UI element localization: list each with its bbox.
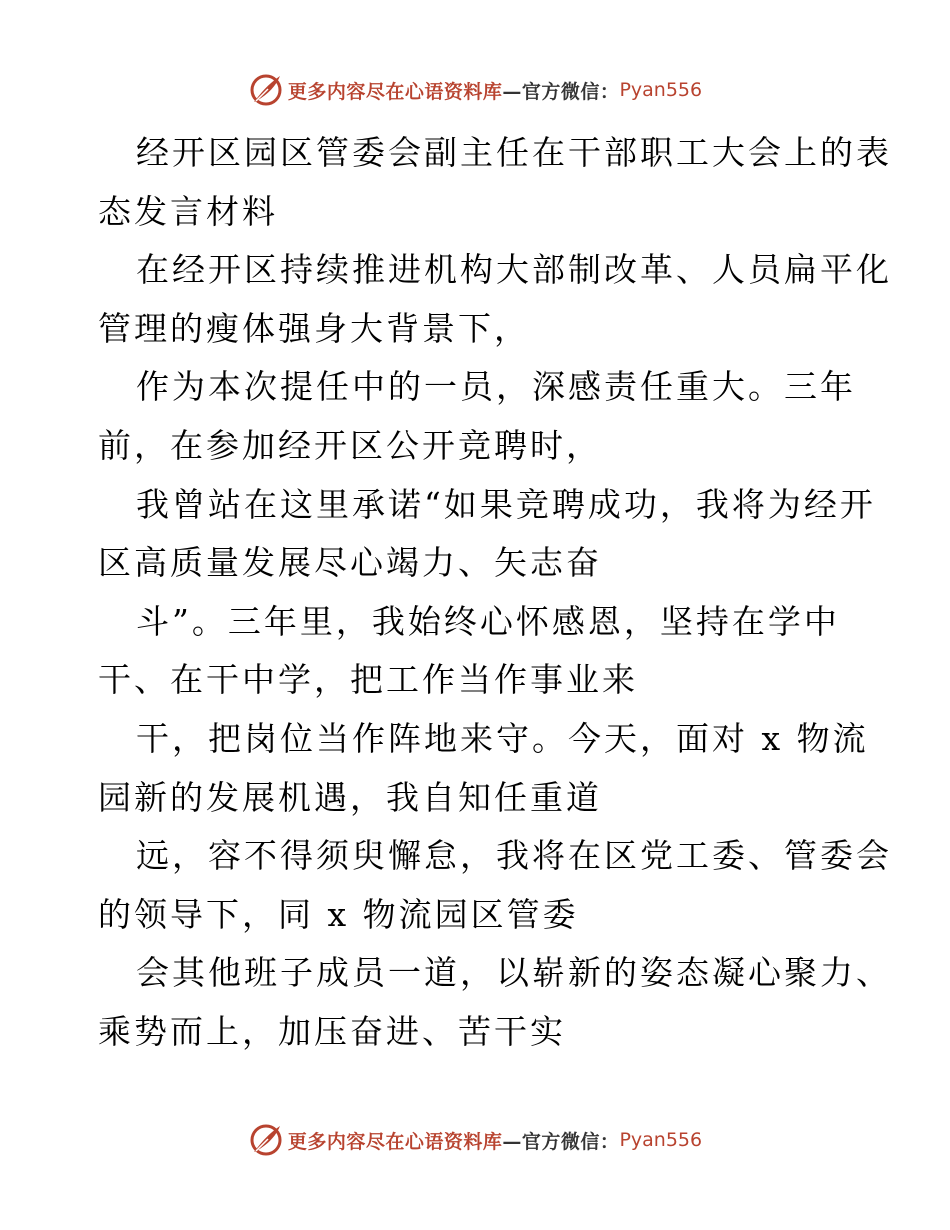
header-separator: —官方微信： bbox=[502, 80, 620, 103]
footer-site-text: 更多内容尽在心语资料库 bbox=[287, 1130, 503, 1153]
text-line: 前，在参加经开区公开竞聘时， bbox=[98, 425, 602, 465]
text-line: 斗”。三年里，我始终心怀感恩，坚持在学中 bbox=[136, 601, 840, 641]
text-line: 园新的发展机遇，我自知任重道 bbox=[98, 777, 602, 817]
text-line: 区高质量发展尽心竭力、矢志奋 bbox=[98, 543, 602, 583]
quill-pen-logo-icon bbox=[248, 72, 284, 108]
text-line: 作为本次提任中的一员，深感责任重大。三年 bbox=[136, 367, 856, 407]
header-site-text: 更多内容尽在心语资料库 bbox=[287, 80, 503, 103]
header-wechat-id: Pyan556 bbox=[619, 79, 703, 101]
text-line: 会其他班子成员一道，以崭新的姿态凝心聚力、 bbox=[136, 953, 892, 993]
text-line: 远，容不得须臾懈怠，我将在区党工委、管委会 bbox=[136, 836, 892, 876]
footer-wechat-id: Pyan556 bbox=[619, 1129, 703, 1151]
footer-banner bbox=[0, 1120, 950, 1160]
footer-separator: —官方微信： bbox=[502, 1130, 620, 1153]
text-line: 乘势而上，加压奋进、苦干实 bbox=[98, 1011, 566, 1051]
text-line: 干、在干中学，把工作当作事业来 bbox=[98, 660, 638, 700]
text-line: 管理的瘦体强身大背景下， bbox=[98, 308, 530, 348]
quill-pen-logo-icon bbox=[248, 1122, 284, 1158]
header-banner bbox=[0, 70, 950, 110]
text-line: 的领导下，同 x 物流园区管委 bbox=[98, 894, 579, 934]
text-line: 我曾站在这里承诺“如果竞聘成功，我将为经开 bbox=[136, 484, 876, 524]
text-line: 态发言材料 bbox=[98, 191, 278, 231]
text-line: 在经开区持续推进机构大部制改革、人员扁平化 bbox=[136, 250, 892, 290]
text-line: 经开区园区管委会副主任在干部职工大会上的表 bbox=[136, 133, 892, 172]
document-body bbox=[98, 124, 892, 1062]
text-line: 干，把岗位当作阵地来守。今天，面对 x 物流 bbox=[136, 718, 869, 758]
